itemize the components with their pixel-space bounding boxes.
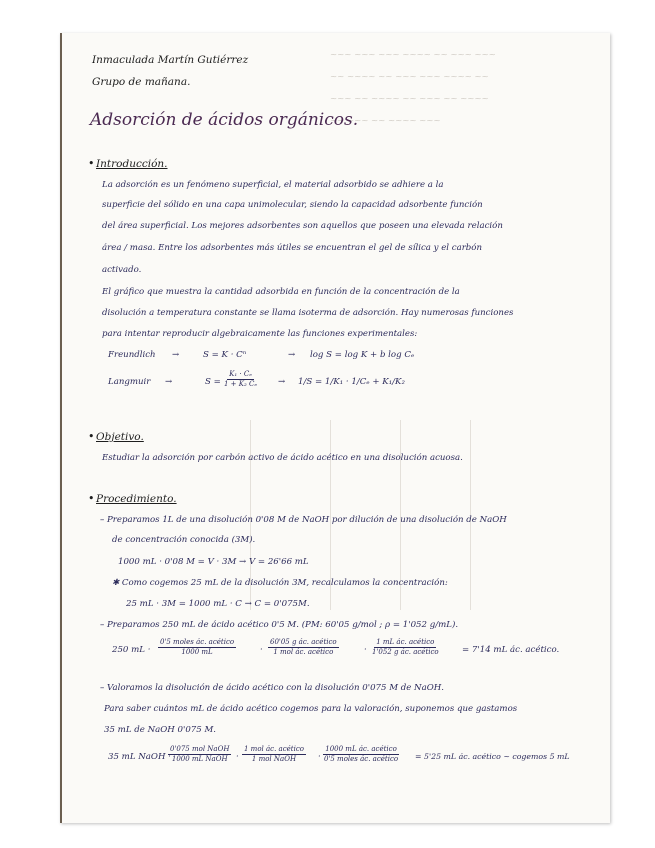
multiply-dot: ·: [236, 752, 239, 762]
langmuir-reciprocal: 1/S = 1/K₁ · 1/Cₑ + K₁/K₂: [298, 377, 405, 387]
procedure-note: ✱ Como cogemos 25 mL de la disolución 3M, recalculamos la concentración:: [112, 578, 448, 588]
procedure-calculation: 25 mL · 3M = 1000 mL · C → C = 0'075M.: [126, 599, 310, 609]
bleed-through-text: ~~ ~~~ ~~ ~~~~ ~~~: [330, 116, 441, 126]
arrow-icon: →: [165, 377, 173, 387]
fraction-denominator: 1 + K₂ Cₑ: [224, 380, 258, 388]
calc2-result: = 5'25 mL ác. acético ~ cogemos 5 mL: [415, 752, 570, 761]
calc2-fraction-3: [322, 745, 400, 764]
intro-heading: Introducción.: [96, 158, 168, 170]
freundlich-log-equation: log S = log K + b log Cₑ: [310, 350, 415, 360]
fraction-numerator: 1 mL ác. acético: [376, 638, 435, 646]
intro-line: área / masa. Entre los adsorbentes más útiles se encuentran el gel de sílica y el carbón: [102, 243, 483, 253]
bullet-icon: •: [88, 430, 95, 443]
intro-line: superficie del sólido en una capa unimolecular, siendo la capacidad adsorbente función: [102, 200, 483, 210]
fraction-numerator: 1000 mL ác. acético: [325, 745, 397, 753]
calc2-fraction-2: [242, 745, 306, 764]
calc2-prefix: 35 mL NaOH ·: [108, 752, 171, 762]
group-label: Grupo de mañana.: [92, 76, 191, 88]
calc2-fraction-1: [168, 745, 231, 764]
author-name: Inmaculada Martín Gutiérrez: [92, 54, 249, 66]
fraction-numerator: 0'075 mol NaOH: [170, 745, 230, 753]
fraction-numerator: 1 mol ác. acético: [244, 745, 304, 753]
fraction-denominator: 1'052 g ác. acético: [372, 648, 439, 656]
calc1-fraction-3: [370, 638, 441, 657]
langmuir-label: Langmuir: [108, 377, 151, 387]
langmuir-s: S =: [205, 377, 221, 387]
objective-heading: Objetivo.: [96, 431, 144, 443]
objective-text: Estudiar la adsorción por carbón activo de ácido acético en una disolución acuosa.: [102, 453, 463, 463]
bleed-through-text: ~~~ ~~~ ~~~ ~~~~ ~~ ~~~ ~~~: [330, 50, 496, 60]
intro-line: La adsorción es un fenómeno superficial, el material adsorbido se adhiere a la: [102, 180, 444, 190]
bleed-through-text: ~~ ~~~~ ~~ ~~~ ~~~ ~~~~ ~~: [330, 72, 489, 82]
intro-line: para intentar reproducir algebraicamente las funciones experimentales:: [102, 329, 418, 339]
procedure-line: – Preparamos 250 mL de ácido acético 0'5 M. (PM: 60'05 g/mol ; ρ = 1'052 g/mL).: [100, 620, 459, 630]
procedure-line: – Preparamos 1L de una disolución 0'08 M de NaOH por dilución de una disolución de NaOH: [100, 515, 507, 525]
calc1-result: = 7'14 mL ác. acético.: [462, 645, 560, 655]
arrow-icon: →: [288, 350, 296, 360]
fraction-denominator: 1000 mL NaOH: [171, 755, 228, 763]
multiply-dot: ·: [260, 645, 263, 655]
calc1-fraction-1: [158, 638, 236, 657]
intro-line: El gráfico que muestra la cantidad adsorbida en función de la concentración de la: [102, 287, 460, 297]
arrow-icon: →: [172, 350, 180, 360]
langmuir-fraction: [222, 370, 259, 389]
multiply-dot: ·: [318, 752, 321, 762]
fraction-numerator: K₁ · Cₑ: [229, 370, 252, 378]
margin-line: [60, 33, 62, 823]
fraction-denominator: 1000 mL: [181, 648, 213, 656]
calc1-fraction-2: [268, 638, 339, 657]
procedure-calculation: 1000 mL · 0'08 M = V · 3M → V = 26'66 mL: [118, 557, 309, 567]
freundlich-equation: S = K · Cⁿ: [203, 350, 247, 360]
intro-line: disolución a temperatura constante se llama isoterma de adsorción. Hay numerosas funciones: [102, 308, 514, 318]
intro-line: del área superficial. Los mejores adsorbentes son aquellos que poseen una elevada relación: [102, 221, 503, 231]
procedure-line: – Valoramos la disolución de ácido acético con la disolución 0'075 M de NaOH.: [100, 683, 444, 693]
arrow-icon: →: [278, 377, 286, 387]
multiply-dot: ·: [364, 645, 367, 655]
freundlich-label: Freundlich: [108, 350, 156, 360]
procedure-line: 35 mL de NaOH 0'075 M.: [104, 725, 216, 735]
fraction-numerator: 0'5 moles ác. acético: [160, 638, 235, 646]
procedure-heading: Procedimiento.: [96, 493, 177, 505]
procedure-line: de concentración conocida (3M).: [112, 535, 256, 545]
fraction-denominator: 1 mol ác. acético: [273, 648, 334, 656]
fraction-denominator: 1 mol NaOH: [251, 755, 297, 763]
bullet-icon: •: [88, 157, 95, 170]
intro-line: activado.: [102, 265, 142, 275]
fraction-denominator: 0'5 moles ác. acético: [324, 755, 399, 763]
fraction-numerator: 60'05 g ác. acético: [270, 638, 337, 646]
bleed-through-text: ~~~ ~~ ~~~~ ~~ ~~~ ~~ ~~~~: [330, 94, 489, 104]
calc1-prefix: 250 mL ·: [112, 645, 151, 655]
page-title: Adsorción de ácidos orgánicos.: [90, 110, 359, 130]
bullet-icon: •: [88, 492, 95, 505]
procedure-line: Para saber cuántos mL de ácido acético cogemos para la valoración, suponemos que gastamos: [104, 704, 518, 714]
